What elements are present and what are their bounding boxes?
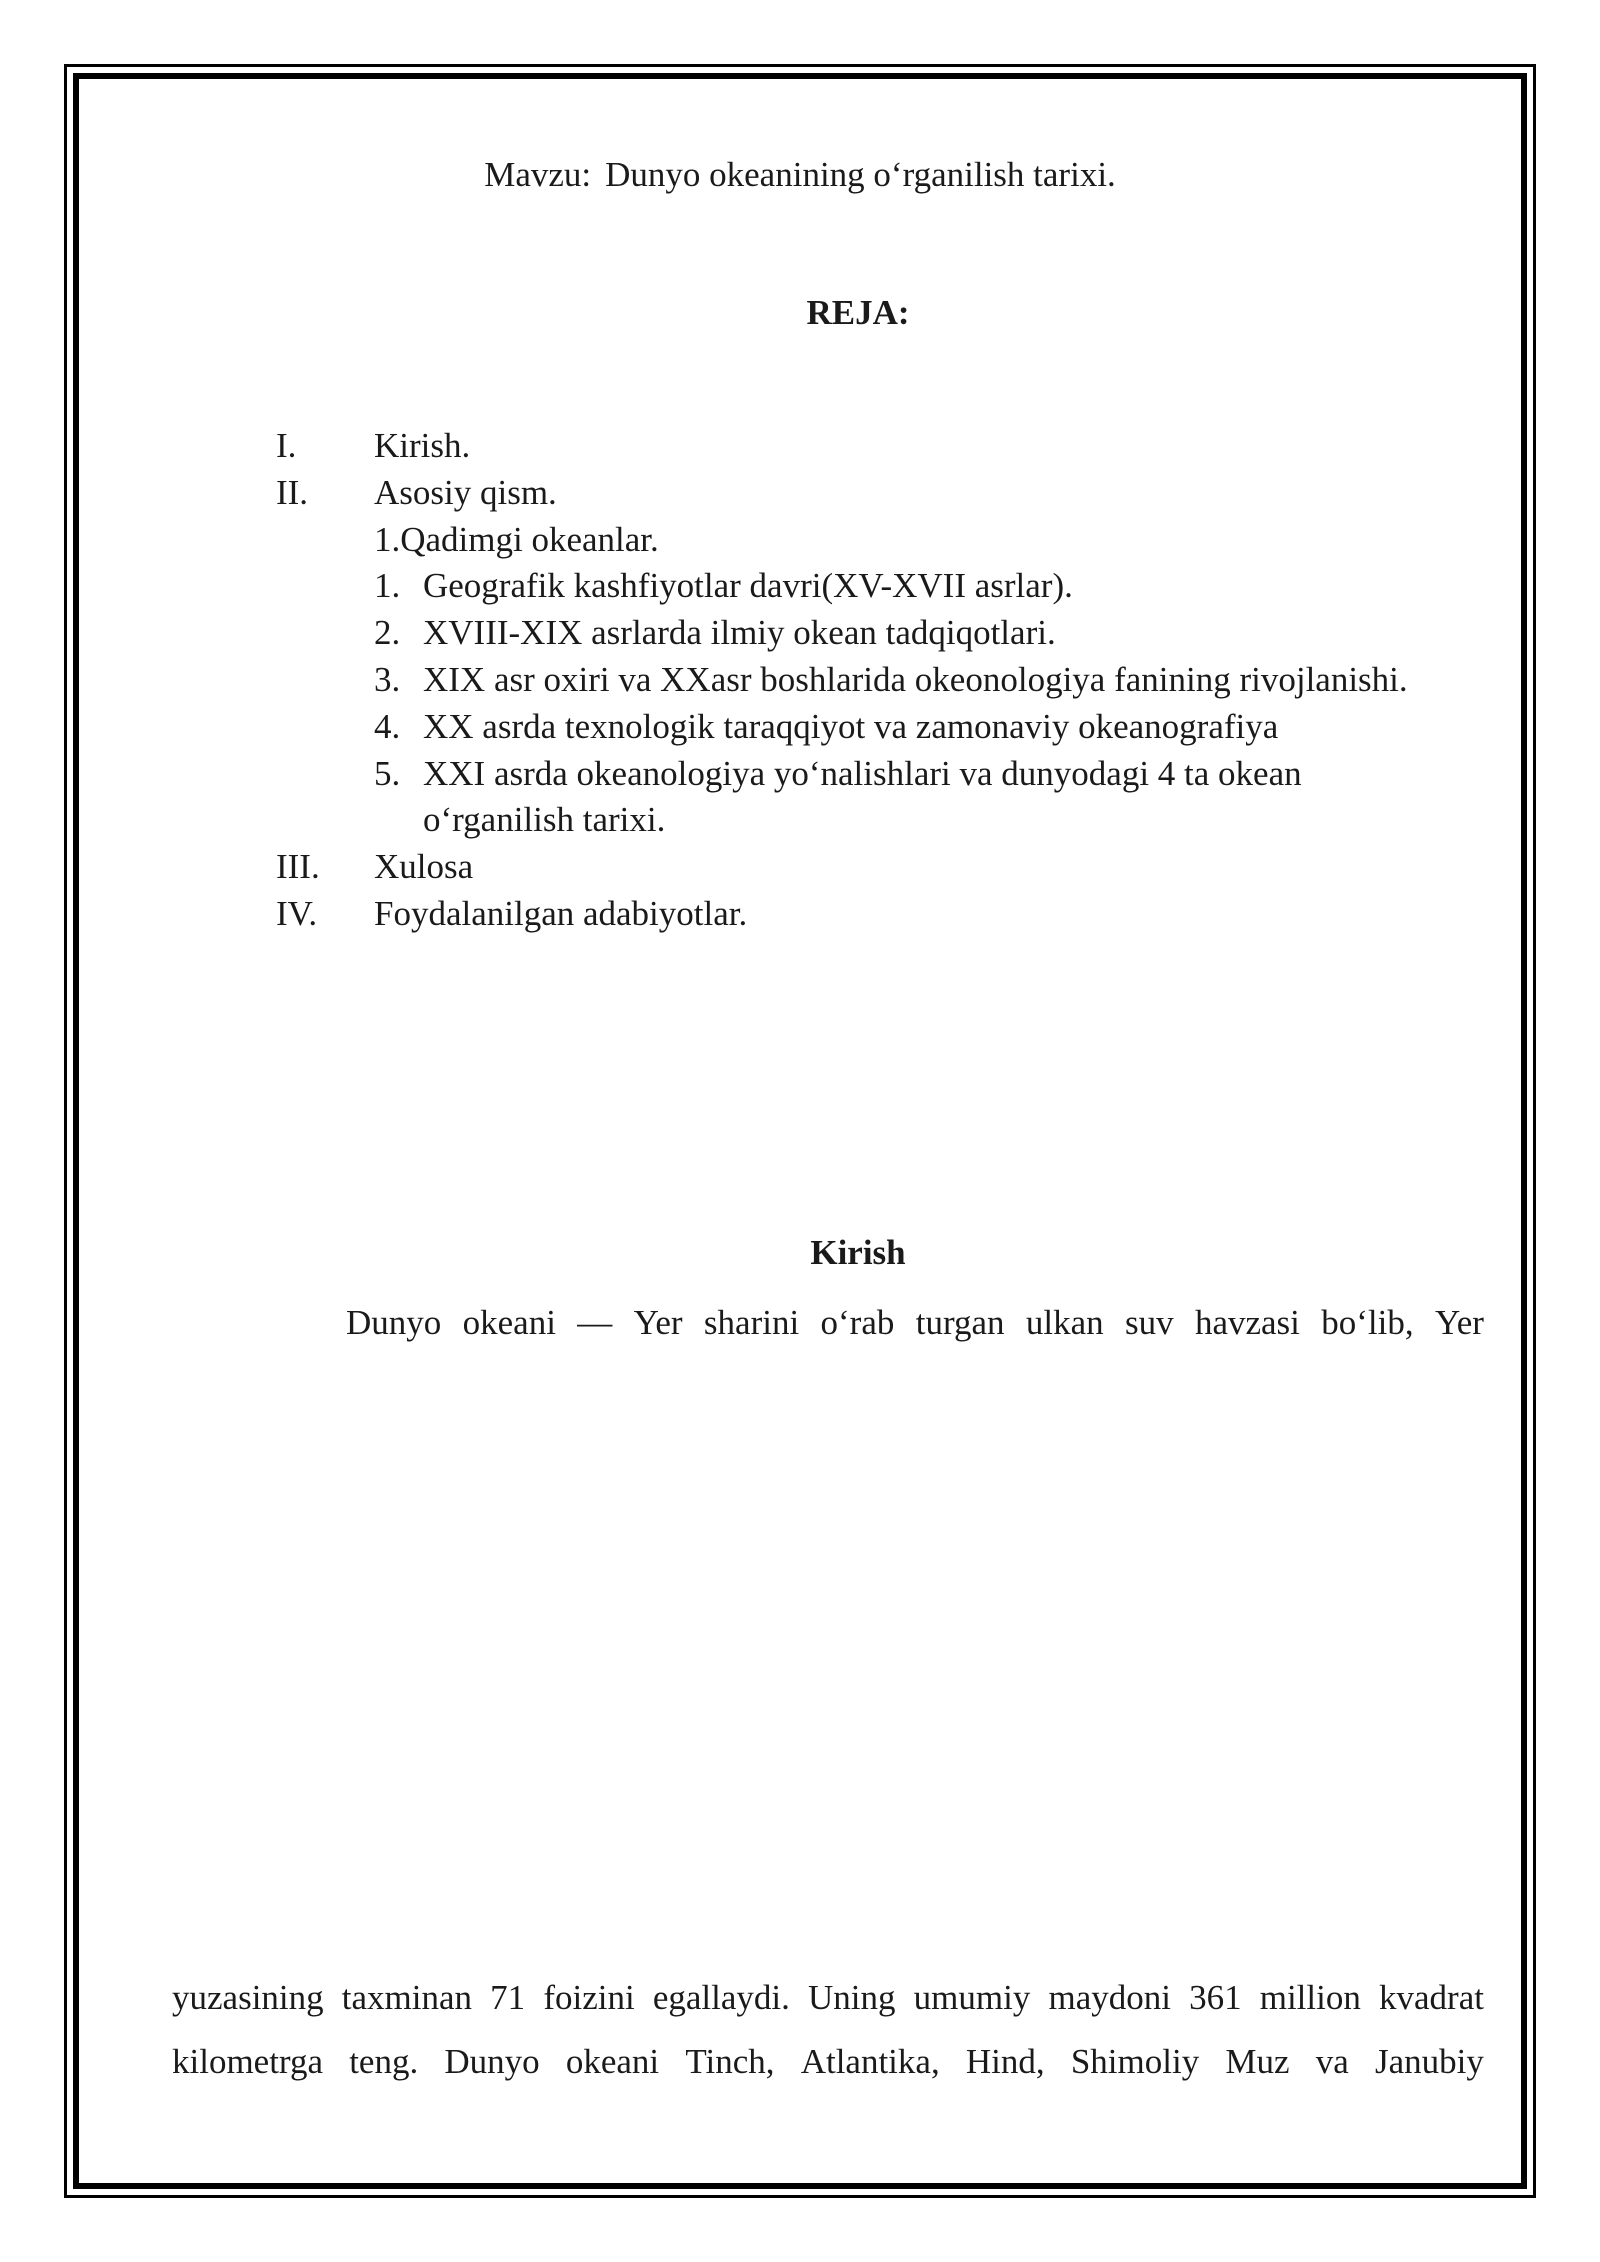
plan-item-number: IV. (276, 893, 318, 933)
plan-subitem-4 (276, 704, 1506, 751)
plan-item-number: 5. (374, 753, 401, 793)
plan-list (276, 423, 1506, 938)
intro-word: bo‘lib, (1321, 1303, 1414, 1342)
intro-word: Atlantika, (800, 2042, 940, 2081)
plan-subitem-1 (276, 563, 1506, 610)
topic-line (0, 150, 1600, 200)
plan-item-2 (276, 470, 1506, 517)
intro-word: Tinch, (685, 2042, 775, 2081)
plan-item-text: Xulosa (374, 847, 474, 887)
intro-word: kilometrga (172, 2042, 323, 2081)
intro-word: Dunyo (444, 2042, 540, 2081)
plan-item-text: XXI asrda okeanologiya yo‘nalishlari va dunyodagi 4 ta okean (423, 753, 1302, 793)
plan-item-text: XX asrda texnologik taraqqiyot va zamonaviy okeanografiya (423, 706, 1279, 746)
intro-word: Muz (1225, 2042, 1290, 2081)
intro-word: sharini (703, 1303, 800, 1342)
intro-word: million (1259, 1978, 1361, 2017)
plan-item-4 (276, 891, 1506, 938)
intro-continuation (172, 1966, 1484, 2094)
intro-word: umumiy (913, 1978, 1031, 2017)
topic-label: Mavzu: (484, 155, 592, 194)
intro-word: kvadrat (1379, 1978, 1484, 2017)
plan-item-text: Geografik kashfiyotlar davri(XV-XVII asrlar). (423, 566, 1073, 606)
intro-heading: Kirish (810, 1233, 906, 1272)
plan-item-text: 1.Qadimgi okeanlar. (374, 519, 659, 559)
plan-subitem-3 (276, 657, 1506, 704)
intro-word: taxminan (341, 1978, 473, 2017)
plan-subitem-5 (276, 751, 1506, 798)
intro-word: suv (1124, 1303, 1174, 1342)
plan-subitem-ancient (276, 517, 1506, 564)
intro-word: maydoni (1048, 1978, 1171, 2017)
plan-subitem-5-continued (276, 797, 1506, 844)
plan-item-number: II. (276, 472, 309, 512)
intro-word: foizini (543, 1978, 635, 2017)
plan-item-number: 4. (374, 706, 401, 746)
plan-item-1 (276, 423, 1506, 470)
intro-word: okeani (565, 2042, 660, 2081)
intro-word: Yer (633, 1303, 683, 1342)
intro-paragraph-line (172, 1966, 1484, 2030)
intro-word: o‘rab (820, 1303, 895, 1342)
intro-word: — (577, 1303, 613, 1342)
page-border-inner (73, 73, 1527, 2189)
topic-title: Dunyo okeanining o‘rganilish tarixi. (605, 155, 1116, 194)
intro-word: Shimoliy (1070, 2042, 1200, 2081)
intro-paragraph-line (172, 2030, 1484, 2094)
plan-item-text: Foydalanilgan adabiyotlar. (374, 893, 748, 933)
intro-word: havzasi (1194, 1303, 1300, 1342)
plan-item-3 (276, 844, 1506, 891)
plan-item-text: Kirish. (374, 426, 471, 465)
intro-word: egallaydi. (652, 1978, 790, 2017)
intro-first-line (346, 1298, 1484, 1348)
plan-item-text: XIX asr oxiri va XXasr boshlarida okeonologiya fanining rivojlanishi. (423, 659, 1408, 699)
intro-word: Dunyo (346, 1303, 442, 1342)
plan-item-number: 2. (374, 613, 401, 653)
plan-item-number: 3. (374, 659, 401, 699)
plan-heading: REJA: (806, 293, 910, 332)
plan-item-text: o‘rganilish tarixi. (423, 800, 666, 840)
intro-word: turgan (915, 1303, 1005, 1342)
intro-word: okeani (462, 1303, 556, 1342)
intro-word: Janubiy (1374, 2042, 1484, 2081)
intro-word: Uning (808, 1978, 896, 2017)
plan-subitem-2 (276, 610, 1506, 657)
intro-word: 361 (1189, 1978, 1242, 2017)
intro-word: ulkan (1025, 1303, 1104, 1342)
intro-word: teng. (349, 2042, 419, 2081)
intro-word: Yer (1434, 1303, 1484, 1342)
intro-word: yuzasining (172, 1978, 324, 2017)
plan-item-number: I. (276, 426, 297, 465)
intro-word: Hind, (965, 2042, 1045, 2081)
plan-item-number: 1. (374, 566, 401, 606)
intro-word: 71 (490, 1978, 526, 2017)
intro-word: va (1315, 2042, 1349, 2081)
plan-item-text: XVIII-XIX asrlarda ilmiy okean tadqiqotlari. (423, 613, 1056, 653)
plan-item-number: III. (276, 847, 320, 887)
plan-item-text: Asosiy qism. (374, 472, 557, 512)
